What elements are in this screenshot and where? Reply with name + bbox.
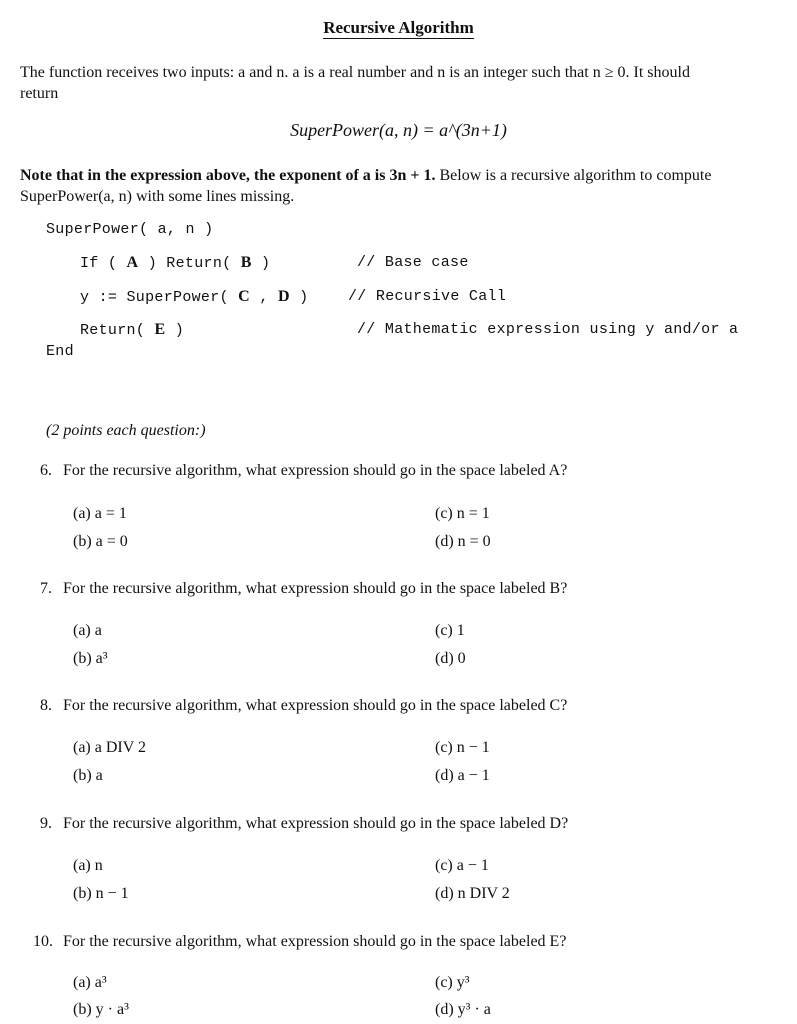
code-return-line (80, 321, 184, 339)
question-text: For the recursive algorithm, what expression should go in the space labeled A? (63, 462, 568, 479)
question-number: 6. (40, 462, 52, 479)
equation: SuperPower(a, n) = a^(3n+1) (290, 120, 507, 140)
option-d: (d) y³ · a (435, 1001, 491, 1018)
option-b: (b) a (73, 767, 103, 784)
code-comment-recursive: // Recursive Call (348, 288, 507, 305)
question-number: 9. (40, 815, 52, 832)
code-if-end: ) (261, 255, 271, 272)
label-a: A (126, 254, 139, 271)
note-line-2: SuperPower(a, n) with some lines missing. (20, 188, 295, 205)
note-rest: Below is a recursive algorithm to compute (439, 167, 712, 184)
option-b: (b) y · a³ (73, 1001, 129, 1018)
label-c: C (238, 288, 250, 305)
code-comment-base: // Base case (357, 254, 469, 271)
option-d: (d) n DIV 2 (435, 885, 510, 902)
code-if-prefix: If ( (80, 255, 118, 272)
note-line-1 (20, 165, 711, 186)
note-bold: Note that in the expression above, the exponent of a is 3n + 1. (20, 167, 436, 184)
option-c: (c) 1 (435, 622, 465, 639)
label-d: D (277, 288, 290, 305)
question-number: 8. (40, 697, 52, 714)
code-footer: End (46, 343, 74, 360)
option-d: (d) n = 0 (435, 533, 491, 550)
option-a: (a) a (73, 622, 102, 639)
points-note: (2 points each question:) (46, 422, 206, 439)
question-text: For the recursive algorithm, what expression should go in the space labeled B? (63, 580, 568, 597)
page-title: Recursive Algorithm (323, 18, 474, 37)
option-a: (a) a = 1 (73, 505, 127, 522)
code-comment-math: // Mathematic expression using y and/or a (357, 321, 739, 338)
code-y-prefix: y := SuperPower( (80, 289, 229, 306)
code-y-end: ) (299, 289, 309, 306)
question-text: For the recursive algorithm, what expression should go in the space labeled C? (63, 697, 568, 714)
option-a: (a) a³ (73, 974, 107, 991)
option-c: (c) y³ (435, 974, 470, 991)
option-c: (c) n − 1 (435, 739, 490, 756)
question-text: For the recursive algorithm, what expression should go in the space labeled E? (63, 933, 567, 950)
option-d: (d) a − 1 (435, 767, 490, 784)
code-return-prefix: Return( (80, 322, 146, 339)
option-a: (a) n (73, 857, 103, 874)
option-b: (b) n − 1 (73, 885, 129, 902)
option-b: (b) a³ (73, 650, 108, 667)
label-b: B (240, 254, 252, 271)
question-text: For the recursive algorithm, what expression should go in the space labeled D? (63, 815, 569, 832)
option-b: (b) a = 0 (73, 533, 128, 550)
label-e: E (154, 321, 166, 338)
option-d: (d) 0 (435, 650, 466, 667)
code-comma: , (259, 289, 269, 306)
intro-line-2: return (20, 85, 59, 102)
code-y-line (80, 288, 308, 306)
code-header: SuperPower( a, n ) (46, 221, 214, 238)
option-c: (c) n = 1 (435, 505, 490, 522)
intro-line-1: The function receives two inputs: a and n. a is a real number and n is an integer such that n ≥ 0. It should (20, 64, 690, 81)
option-a: (a) a DIV 2 (73, 739, 147, 756)
question-number: 10. (33, 933, 53, 950)
code-if-mid: ) Return( (147, 255, 232, 272)
code-if-line (80, 254, 270, 272)
question-number: 7. (40, 580, 52, 597)
code-return-end: ) (174, 322, 185, 339)
option-c: (c) a − 1 (435, 857, 489, 874)
